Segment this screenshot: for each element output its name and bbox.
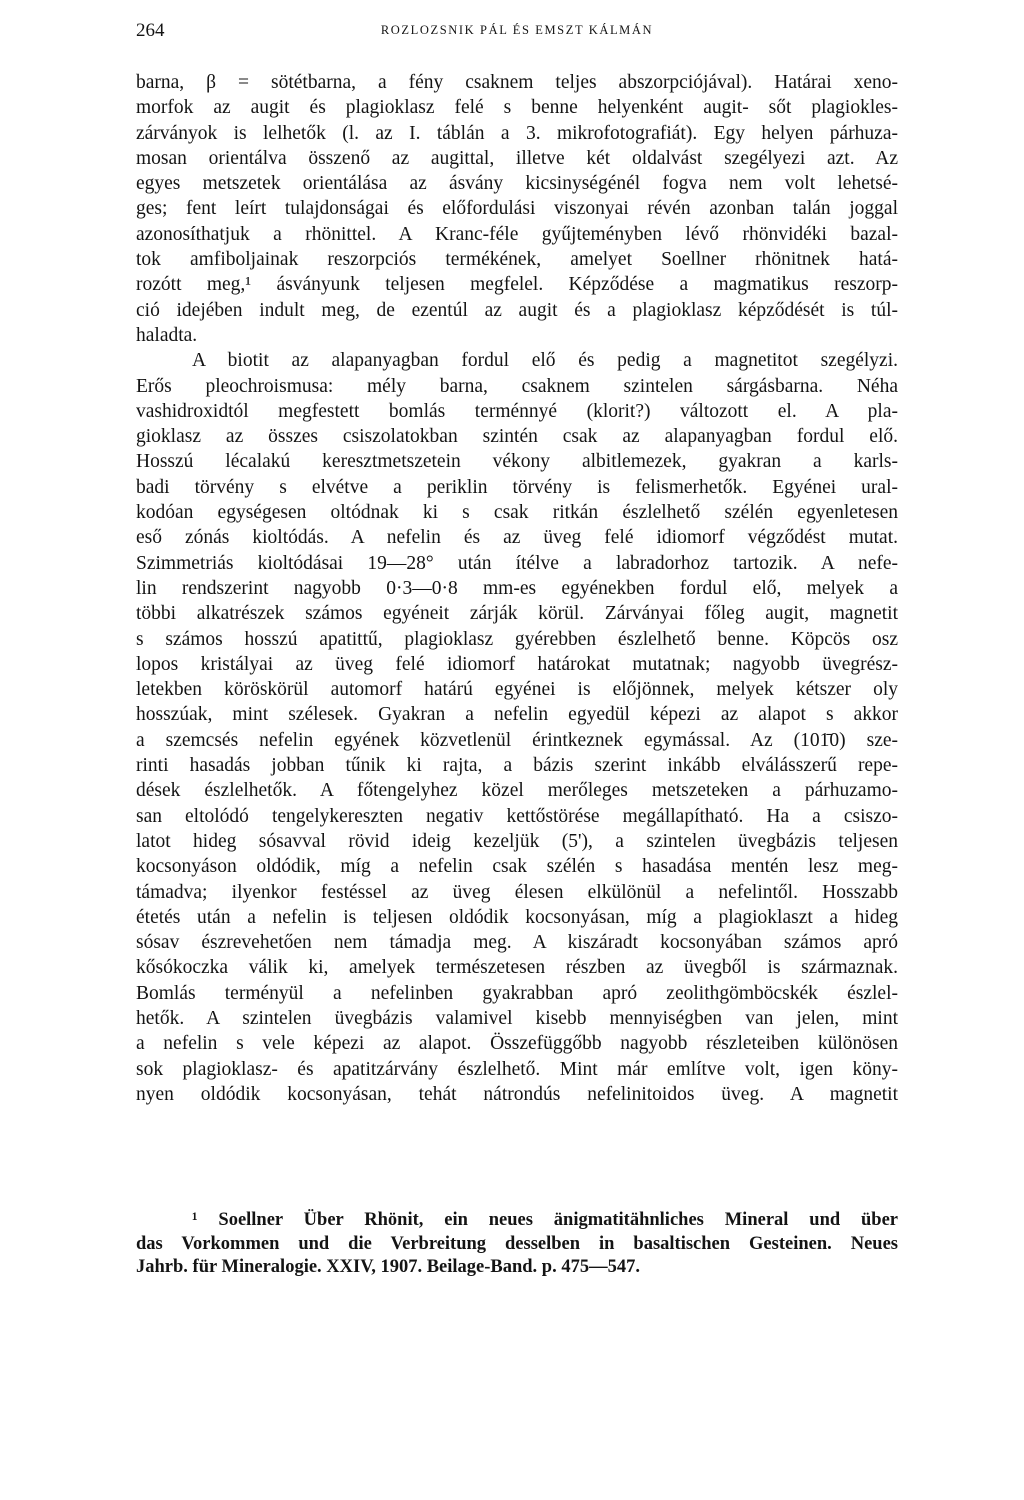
text-line: Szimmetriás kioltódásai 19—28° után ítélve a labradorhoz tartozik. A nefe- [136,552,898,574]
footnote-line: ¹ Soellner Über Rhönit, ein neues änigmatitähnliches Mineral und über [192,1210,898,1230]
page-header [136,20,898,44]
text-line: többi alkatrészek számos egyéneit zárják körül. Zárványai főleg augit, magnetit [136,603,898,625]
running-title: ROZLOZSNIK PÁL ÉS EMSZT KÁLMÁN [380,23,654,37]
text-line: azonosíthatjuk a rhönittel. A Kranc-féle gyűjteményben lévő rhönvidéki bazal- [136,223,898,245]
text-line: eső zónás kioltódás. A nefelin és az üveg felé idiomorf végződést mutat. [136,527,898,549]
text-line: sok plagioklasz- és apatitzárvány észlelhető. Mint már említve volt, igen köny- [136,1058,898,1080]
text-line: nyen oldódik kocsonyásan, tehát nátrondús nefelinitoidos üveg. A magnetit [136,1083,898,1105]
text-line: Hosszú lécalakú keresztmetszetein vékony albitlemezek, gyakran a karls- [136,451,898,473]
text-line: san eltolódó tengelykereszten negativ kettőstörése megállapítható. Ha a csiszo- [136,805,898,827]
text-line: támadva; ilyenkor festéssel az üveg élesen elkülönül a nefelintől. Hosszabb [136,881,898,903]
footnote-line: Jahrb. für Mineralogie. XXIV, 1907. Beilage-Band. p. 475—547. [136,1257,640,1277]
text-line: rozótt meg,¹ ásványunk teljesen megfelel. Képződése a magmatikus reszorp- [136,274,898,296]
text-line: lopos kristályai az üveg felé idiomorf határokat mutatnak; nagyobb üvegrész- [136,653,898,675]
text-line: latot hideg sósavval rövid ideig kezeljük (5'), a szintelen üvegbázis teljesen [136,830,898,852]
text-line: dések észlelhetők. A főtengelyhez közel merőleges metszeteken a párhuzamo- [136,780,898,802]
text-line: egyes metszetek orientálása az ásvány kicsinységénél fogva nem volt lehetsé- [136,173,898,195]
text-line: barna, β = sötétbarna, a fény csaknem teljes abszorpciójával). Határai xeno- [136,72,898,93]
footnote-line: das Vorkommen und die Verbreitung desselben in basaltischen Gesteinen. Neues [136,1233,898,1254]
text-line: ció idejében indult meg, de ezentúl az augit és a plagioklasz képződését is túl- [136,299,898,321]
text-line: mosan orientálva összenő az augittal, illetve két oldalvást szegélyezi azt. Az [136,147,898,169]
text-line: letekben köröskörül automorf határú egyénei is előjönnek, melyek kétszer oly [136,679,898,701]
text-line: a nefelin s vele képezi az alapot. Összefüggőbb nagyobb részleteiben különösen [136,1033,898,1055]
text-line: zárványok is lelhetők (l. az I. táblán a 3. mikrofotografiát). Egy helyen párhuza- [136,122,898,144]
text-line: ges; fent leírt tulajdonságai és előfordulási viszonyai révén azonban talán joggal [136,198,898,220]
text-line: Erős pleochroismusa: mély barna, csaknem szintelen sárgásbarna. Néha [136,375,898,397]
text-line: s számos hosszú apatittű, plagioklasz gyérebben észlelhető benne. Köpcös osz [136,628,898,650]
text-line: A biotit az alapanyagban fordul elő és pedig a magnetitot szegélyzi. [192,350,898,372]
text-line: lin rendszerint nagyobb 0·3—0·8 mm-es egyénekben fordul elő, melyek a [136,577,898,599]
text-line: hosszúak, mint szélesek. Gyakran a nefelin egyedül képezi az alapot s akkor [136,704,898,726]
text-line: kocsonyáson oldódik, míg a nefelin csak szélén s hasadása mentén lesz meg- [136,856,898,878]
text-line: a szemcsés nefelin egyének közvetlenül érintkeznek egymással. Az (101̄0) sze- [136,729,898,751]
text-line: morfok az augit és plagioklasz felé s benne helyenként augit- sőt plagiokles- [136,97,898,119]
text-line: badi törvény s elvétve a periklin törvény is felismerhetők. Egyénei ural- [136,476,898,498]
body-text [136,70,898,1107]
text-line: tok amfiboljainak reszorpciós termékének, amelyet Soellner rhönitnek hatá- [136,249,898,271]
text-line: Bomlás terményül a nefelinben gyakrabban apró zeolithgömböcskék észlel- [136,982,898,1004]
text-line: hetők. A szintelen üvegbázis valamivel kisebb mennyiségben van jelen, mint [136,1007,898,1029]
text-line: sósav észrevehetően nem támadja meg. A kiszáradt kocsonyában számos apró [136,932,898,954]
text-line: haladta. [136,324,198,346]
text-line: kodóan egységesen oltódnak ki s csak ritkán észlelhető szélén egyenletesen [136,502,898,524]
text-line: vashidroxidtól megfestett bomlás terménnyé (klorit?) változott el. A pla- [136,400,898,422]
page-number: 264 [136,20,165,41]
text-line: étetés után a nefelin is teljesen oldódik kocsonyásan, míg a plagioklaszt a hideg [136,906,898,928]
footnotes [136,1209,898,1280]
text-line: gioklasz az összes csiszolatokban szintén csak az alapanyagban fordul elő. [136,426,898,448]
text-line: kősókoczka válik ki, amelyek természetesen részben az üvegből is származnak. [136,957,898,979]
text-line: rinti hasadás jobban tűnik ki rajta, a bázis szerint inkább elválásszerű repe- [136,755,898,777]
